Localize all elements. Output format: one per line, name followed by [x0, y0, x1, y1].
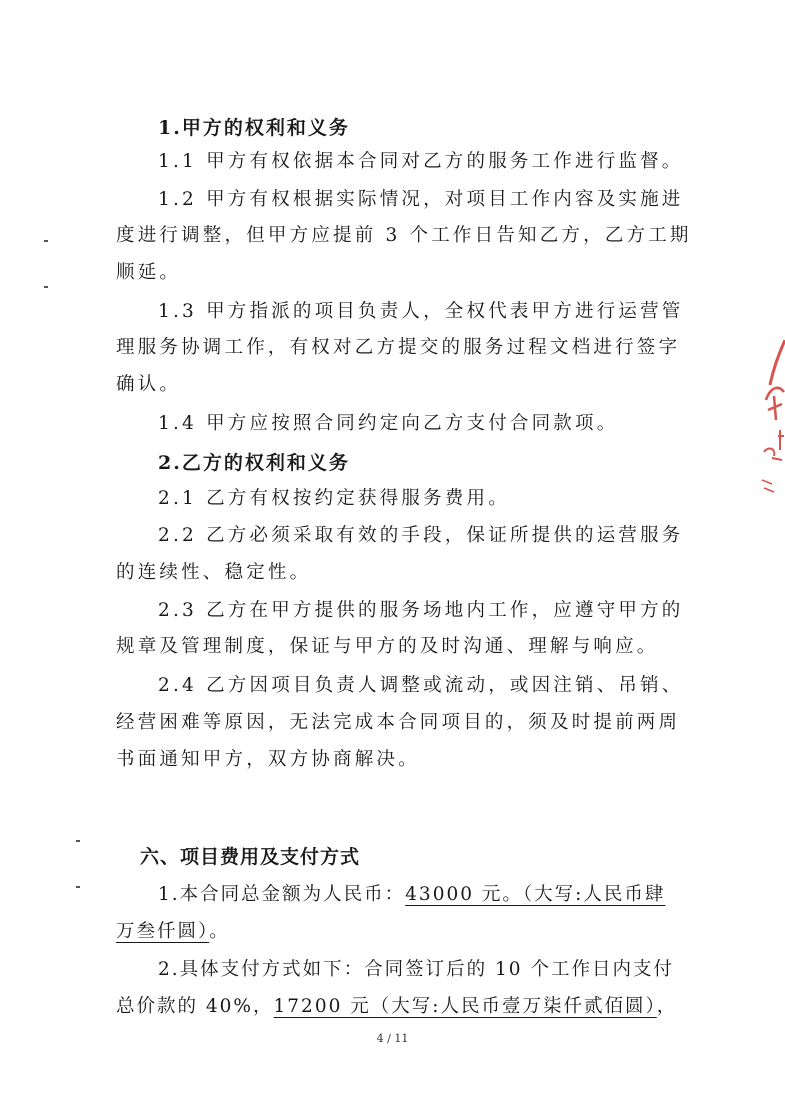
- paragraph-1-2-line-2: 度进行调整，但甲方应提前 3 个工作日告知乙方，乙方工期: [116, 225, 692, 246]
- paragraph-2-4-line-3: 书面通知甲方，双方协商解决。: [116, 749, 420, 770]
- paragraph-2-4-line-2: 经营困难等原因，无法完成本合同项目的，须及时提前两周: [116, 712, 681, 733]
- payment-installment-amount: 17200 元（大写:人民币壹万柒仟贰佰圆）: [273, 996, 657, 1017]
- payment-paragraph-1-line-2: [116, 920, 230, 944]
- paragraph-2-2-line-2: 的连续性、稳定性。: [116, 562, 312, 583]
- payment-paragraph-1-end: 。: [209, 921, 230, 942]
- paragraph-1-3-line-3: 确认。: [116, 374, 182, 395]
- paragraph-2-1: 2.1 乙方有权按约定获得服务费用。: [158, 488, 510, 509]
- payment-amount-label: 1.本合同总金额为人民币：: [158, 884, 406, 905]
- payment-paragraph-1-line-1: [158, 883, 665, 907]
- scan-speck: [44, 286, 48, 288]
- section-6-title: 六、项目费用及支付方式: [140, 846, 361, 868]
- page-number: 4 / 11: [376, 1032, 409, 1045]
- paragraph-2-3-line-1: 2.3 乙方在甲方提供的服务场地内工作，应遵守甲方的: [158, 600, 684, 621]
- paragraph-2-4-line-1: 2.4 乙方因项目负责人调整或流动，或因注销、吊销、: [158, 675, 684, 696]
- paragraph-1-3-line-2: 理服务协调工作，有权对乙方提交的服务过程文档进行签字: [116, 337, 681, 358]
- payment-total-amount-cont: 万叁仟圆）: [116, 921, 210, 942]
- paragraph-1-1: 1.1 甲方有权依据本合同对乙方的服务工作进行监督。: [158, 151, 684, 172]
- scan-speck: [76, 886, 80, 888]
- heading-party-b-rights: 2.乙方的权利和义务: [158, 452, 350, 474]
- paragraph-1-4: 1.4 甲方应按照合同约定向乙方支付合同款项。: [158, 413, 619, 434]
- payment-installment-label: 总价款的 40%，: [116, 996, 274, 1017]
- payment-paragraph-2-line-2: [116, 995, 677, 1019]
- paragraph-1-3-line-1: 1.3 甲方指派的项目负责人，全权代表甲方进行运营管: [158, 301, 684, 322]
- paragraph-2-3-line-2: 规章及管理制度，保证与甲方的及时沟通、理解与响应。: [116, 636, 659, 657]
- heading-party-a-rights: 1.甲方的权利和义务: [158, 117, 350, 139]
- paragraph-1-2-line-1: 1.2 甲方有权根据实际情况，对项目工作内容及实施进: [158, 189, 684, 210]
- payment-paragraph-2-line-1: 2.具体支付方式如下：合同签订后的 10 个工作日内支付: [158, 959, 674, 980]
- payment-total-amount: 43000 元。（大写:人民币肆: [405, 884, 666, 905]
- payment-paragraph-2-end: ，: [656, 996, 678, 1017]
- paragraph-1-2-line-3: 顺延。: [116, 262, 182, 283]
- scan-speck: [44, 240, 48, 242]
- scan-speck: [76, 840, 80, 842]
- seal-stamp-fragment: [758, 340, 785, 510]
- paragraph-2-2-line-1: 2.2 乙方必须采取有效的手段，保证所提供的运营服务: [158, 525, 684, 546]
